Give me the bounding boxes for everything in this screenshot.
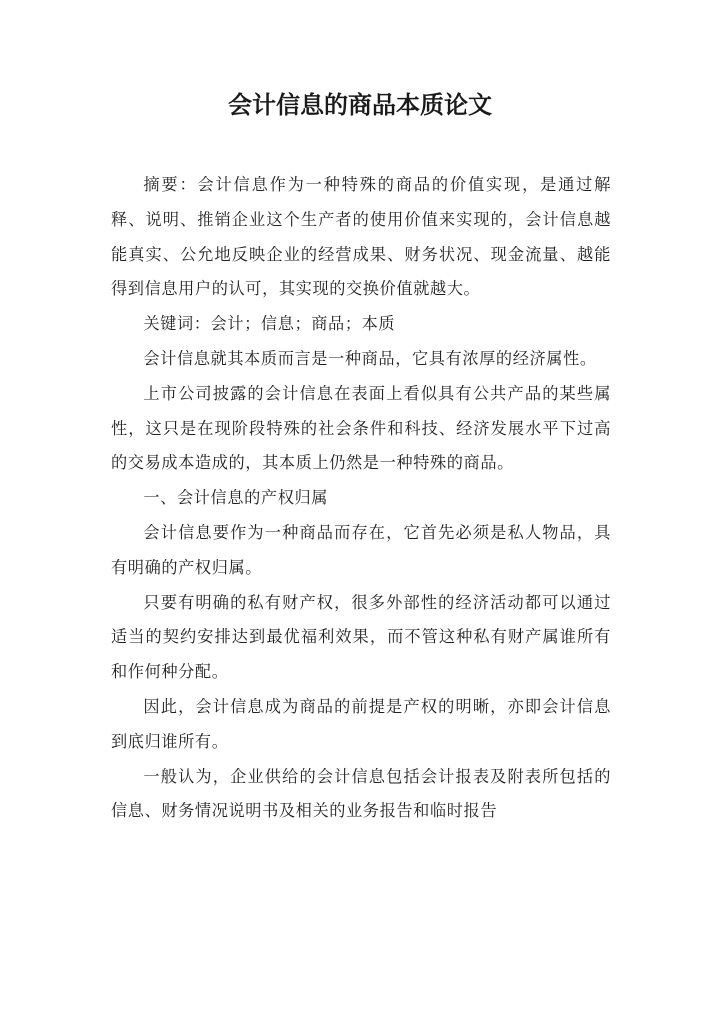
body-paragraph: 因此，会计信息成为商品的前提是产权的明晰，亦即会计信息到底归谁所有。 xyxy=(111,696,611,751)
body-paragraph: 会计信息要作为一种商品而存在，它首先必须是私人物品，具有明确的产权归属。 xyxy=(111,522,611,577)
document-title: 会计信息的商品本质论文 xyxy=(228,91,492,119)
keywords-paragraph: 关键词：会计；信息；商品；本质 xyxy=(143,314,396,334)
body-paragraph: 只要有明确的私有财产权，很多外部性的经济活动都可以通过适当的契约安排达到最优福利效果，而不管这种私有财产属谁所有和作何种分配。 xyxy=(111,592,611,682)
body-paragraph: 上市公司披露的会计信息在表面上看似具有公共产品的某些属性，这只是在现阶段特殊的社会条件和科技、经济发展水平下过高的交易成本造成的，其本质上仍然是一种特殊的商品。 xyxy=(111,383,611,473)
document-body xyxy=(111,168,611,829)
section-heading: 一、会计信息的产权归属 xyxy=(143,488,329,508)
body-paragraph: 一般认为，企业供给的会计信息包括会计报表及附表所包括的信息、财务情况说明书及相关的业务报告和临时报告 xyxy=(111,766,611,821)
abstract-paragraph: 摘要：会计信息作为一种特殊的商品的价值实现，是通过解释、说明、推销企业这个生产者的使用价值来实现的，会计信息越能真实、公允地反映企业的经营成果、财务状况、现金流量、越能得到信息用户的认可，其实现的交换价值就越大。 xyxy=(111,175,611,299)
body-paragraph: 会计信息就其本质而言是一种商品，它具有浓厚的经济属性。 xyxy=(143,348,597,368)
